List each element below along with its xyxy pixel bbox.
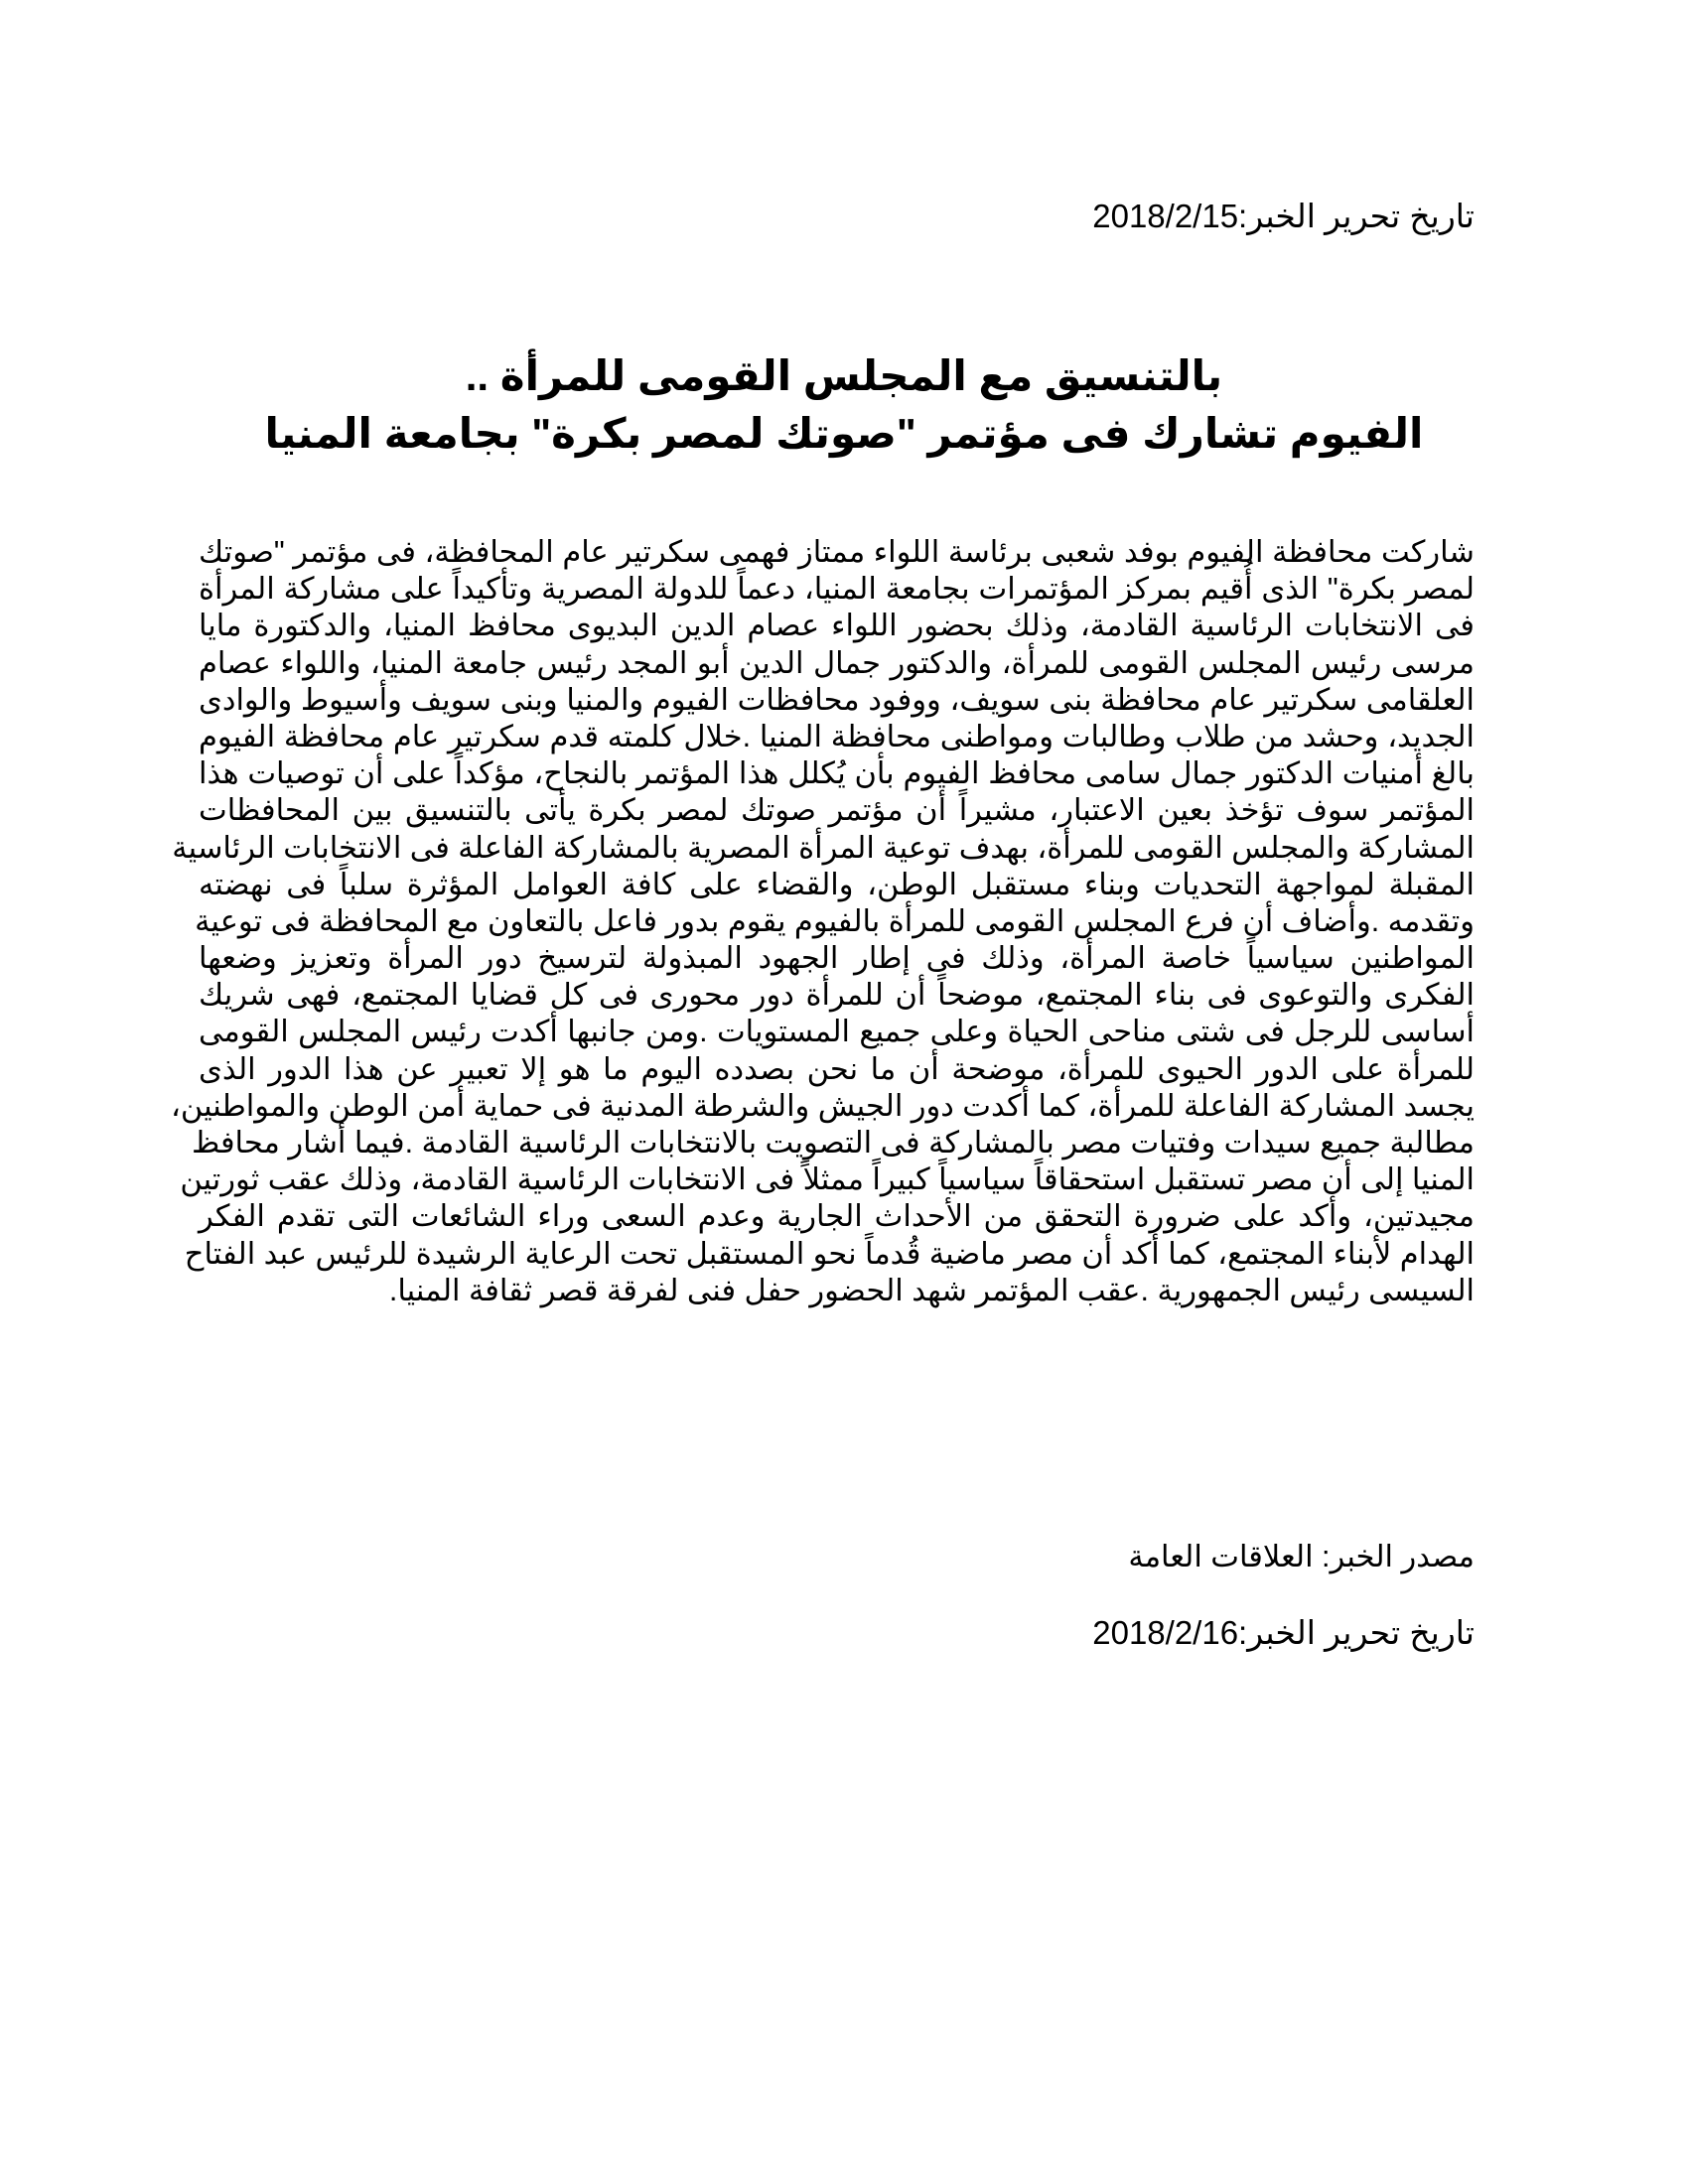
body-line: الفكرى والتوعوى فى بناء المجتمع، موضحاً أن للمرأة دور محورى فى كل قضايا المجتمع، فهى شريك [199,978,1475,1013]
body-line: المنيا إلى أن مصر تستقبل استحقاقاً سياسياً كبيراً ممثلاً فى الانتخابات الرئاسية القادمة، وذلك عقب ثورتين [180,1162,1475,1197]
body-line: العلقامى سكرتير عام محافظة بنى سويف، ووفود محافظات الفيوم والمنيا وبنى سويف وأسيوط والوادى [199,682,1475,717]
source-value: العلاقات العامة [1128,1540,1314,1573]
body-line: أساسى للرجل فى شتى مناحى الحياة وعلى جميع المستويات .ومن جانبها أكدت رئيس المجلس القومى [199,1015,1475,1049]
body-line: لمصر بكرة" الذى أُقيم بمركز المؤتمرات بجامعة المنيا، دعماً للدولة المصرية وتأكيداً على مشاركة المرأة [199,572,1475,607]
body-line: بالغ أمنيات الدكتور جمال سامى محافظ الفيوم بأن يُكلل هذا المؤتمر بالنجاح، مؤكداً على أن توصيات هذا [199,756,1475,791]
edit-date-top [1092,197,1475,236]
body-line: المقبلة لمواجهة التحديات وبناء مستقبل الوطن، والقضاء على كافة العوامل المؤثرة سلباً فى نهضته [199,867,1475,901]
article-body [171,534,1475,1309]
body-line: الجديد، وحشد من طلاب وطالبات ومواطنى محافظة المنيا .خلال كلمته قدم سكرتير عام محافظة الفيوم [199,719,1475,753]
edit-date-label: تاريخ تحرير الخبر: [1238,1614,1475,1651]
body-line: مجيدتين، وأكد على ضرورة التحقق من الأحداث الجارية وعدم السعى وراء الشائعات التى تقدم الفكر [199,1199,1475,1234]
edit-date-value: 2018/2/15 [1092,198,1239,234]
edit-date-value: 2018/2/16 [1092,1614,1239,1651]
edit-date-label: تاريخ تحرير الخبر: [1238,198,1475,234]
body-line: شاركت محافظة الفيوم بوفد شعبى برئاسة اللواء ممتاز فهمى سكرتير عام المحافظة، فى مؤتمر "صوتك [199,535,1475,569]
body-line: للمرأة على الدور الحيوى للمرأة، موضحة أن ما نحن بصدده اليوم ما هو إلا تعبير عن هذا الدور الذى [199,1051,1475,1086]
body-line: مطالبة جميع سيدات وفتيات مصر بالمشاركة فى التصويت بالانتخابات الرئاسية القادمة .فيما أشار محافظ [192,1126,1475,1160]
body-line: المؤتمر سوف تؤخذ بعين الاعتبار، مشيراً أن مؤتمر صوتك لمصر بكرة يأتى بالتنسيق بين المحافظات [199,793,1475,828]
body-line: وتقدمه .وأضاف أن فرع المجلس القومى للمرأة بالفيوم يقوم بدور فاعل بالتعاون مع المحافظة فى توعية [195,903,1475,938]
headline [199,347,1489,463]
headline-line-2: الفيوم تشارك فى مؤتمر "صوتك لمصر بكرة" بجامعة المنيا [264,410,1424,457]
body-line: فى الانتخابات الرئاسية القادمة، وذلك بحضور اللواء عصام الدين البديوى محافظ المنيا، والدكتورة مايا [199,609,1475,643]
body-line: المواطنين سياسياً خاصة المرأة، وذلك فى إطار الجهود المبذولة لترسيخ دور المرأة وتعزيز وضعها [199,941,1475,976]
body-line: السيسى رئيس الجمهورية .عقب المؤتمر شهد الحضور حفل فنى لفرقة قصر ثقافة المنيا. [388,1273,1475,1307]
body-line: مرسى رئيس المجلس القومى للمرأة، والدكتور جمال الدين أبو المجد رئيس جامعة المنيا، واللواء عصام [199,645,1475,680]
body-line: المشاركة والمجلس القومى للمرأة، بهدف توعية المرأة المصرية بالمشاركة الفاعلة فى الانتخابات الرئاسية [172,830,1475,865]
headline-line-1: بالتنسيق مع المجلس القومى للمرأة .. [465,352,1223,399]
body-line: يجسد المشاركة الفاعلة للمرأة، كما أكدت دور الجيش والشرطة المدنية فى حماية أمن الوطن والمواطنين، [171,1088,1475,1123]
news-source [1128,1537,1475,1576]
source-label: مصدر الخبر: [1322,1540,1475,1573]
body-line: الهدام لأبناء المجتمع، كما أكد أن مصر ماضية قُدماً نحو المستقبل تحت الرعاية الرشيدة للرئيس عبد الفتاح [184,1236,1475,1271]
edit-date-bottom [1092,1613,1475,1653]
